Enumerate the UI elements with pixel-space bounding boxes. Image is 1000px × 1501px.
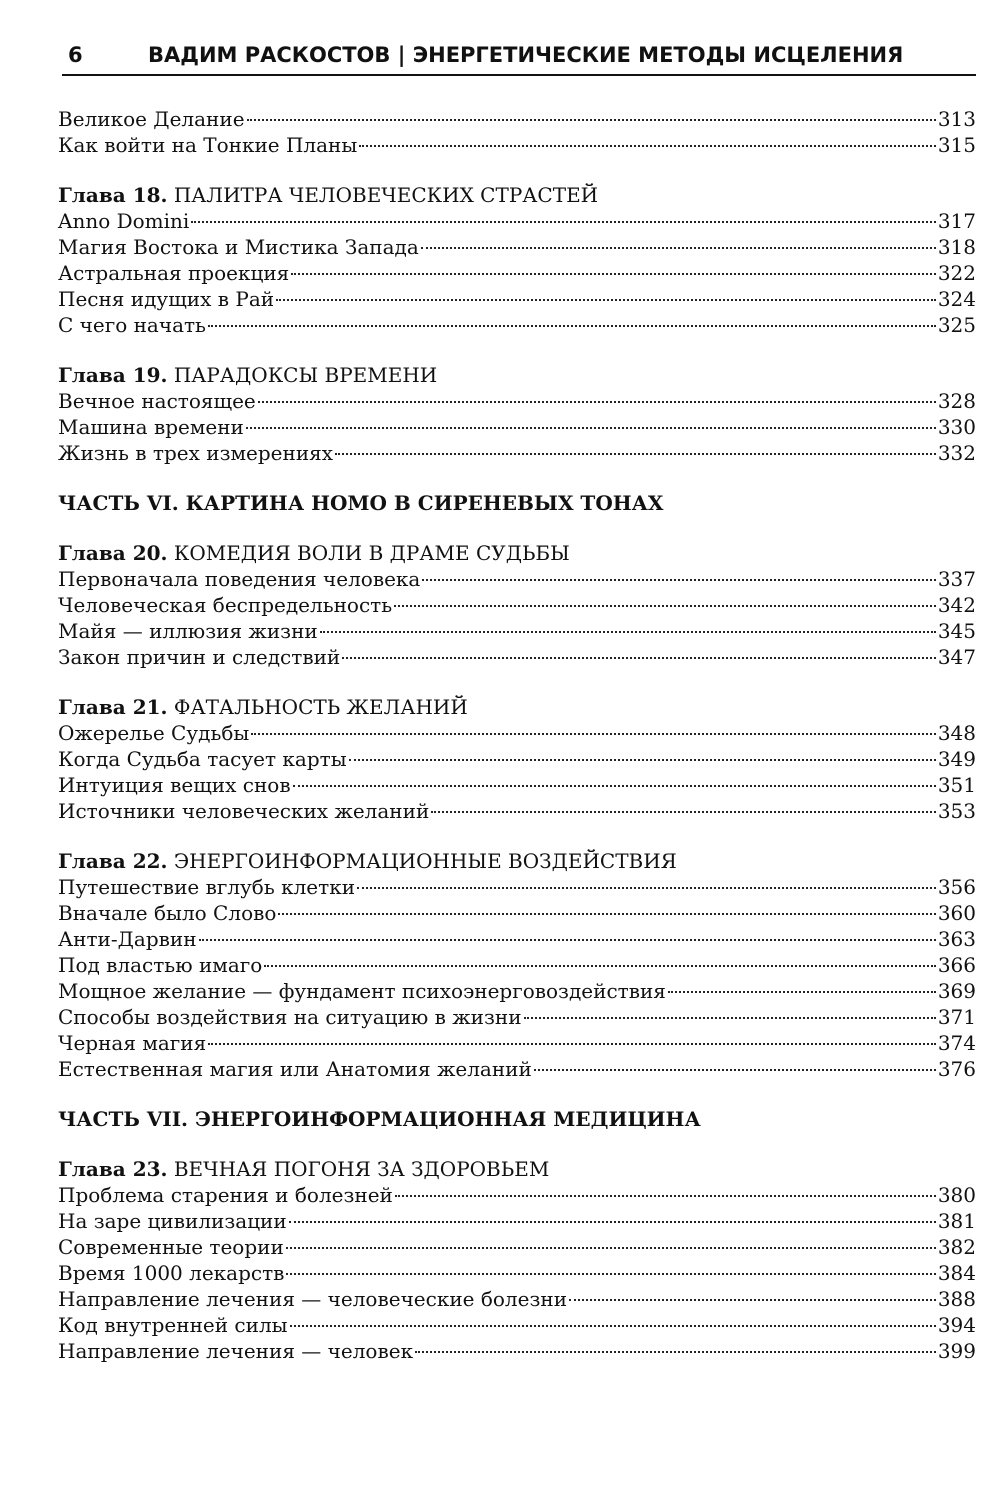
dot-leader bbox=[359, 145, 936, 147]
dot-leader bbox=[276, 299, 936, 301]
chapter-heading: Глава 20. КОМЕДИЯ ВОЛИ В ДРАМЕ СУДЬБЫ bbox=[58, 541, 570, 565]
toc-entry: Черная магия 374 bbox=[58, 1031, 976, 1055]
dot-leader bbox=[251, 733, 936, 735]
dot-leader bbox=[524, 1017, 936, 1019]
toc-entry: Современные теории 382 bbox=[58, 1235, 976, 1259]
toc-entry: Вечное настоящее 328 bbox=[58, 389, 976, 413]
dot-leader bbox=[290, 1325, 936, 1327]
toc-entry: Майя — иллюзия жизни 345 bbox=[58, 619, 976, 643]
dot-leader bbox=[191, 221, 935, 223]
toc-entry: Источники человеческих желаний 353 bbox=[58, 799, 976, 823]
toc-entry: Закон причин и следствий 347 bbox=[58, 645, 976, 669]
dot-leader bbox=[278, 913, 935, 915]
toc-entry: На заре цивилизации 381 bbox=[58, 1209, 976, 1233]
dot-leader bbox=[208, 325, 936, 327]
toc-entry: Ожерелье Судьбы 348 bbox=[58, 721, 976, 745]
toc-entry: Проблема старения и болезней 380 bbox=[58, 1183, 976, 1207]
toc-entry: Направление лечения — человек 399 bbox=[58, 1339, 976, 1363]
chapter-heading: Глава 19. ПАРАДОКСЫ ВРЕМЕНИ bbox=[58, 363, 438, 387]
toc-entry: Песня идущих в Рай 324 bbox=[58, 287, 976, 311]
toc-chapter-22 bbox=[58, 848, 976, 1082]
toc-entry: Способы воздействия на ситуацию в жизни 371 bbox=[58, 1005, 976, 1029]
toc-entry: Интуиция вещих снов 351 bbox=[58, 773, 976, 797]
dot-leader bbox=[320, 631, 936, 633]
chapter-heading: Глава 18. ПАЛИТРА ЧЕЛОВЕЧЕСКИХ СТРАСТЕЙ bbox=[58, 183, 599, 207]
running-header bbox=[62, 38, 976, 76]
dot-leader bbox=[289, 1221, 936, 1223]
dot-leader bbox=[264, 965, 936, 967]
dot-leader bbox=[246, 427, 936, 429]
dot-leader bbox=[395, 1195, 936, 1197]
toc-entry: Жизнь в трех измерениях 332 bbox=[58, 441, 976, 465]
dot-leader bbox=[534, 1069, 936, 1071]
dot-leader bbox=[415, 1351, 936, 1353]
toc-entry: Код внутренней силы 394 bbox=[58, 1313, 976, 1337]
dot-leader bbox=[335, 453, 936, 455]
page-number: 6 bbox=[68, 43, 83, 67]
dot-leader bbox=[394, 605, 936, 607]
toc-entry: Великое Делание 313 bbox=[58, 107, 976, 131]
dot-leader bbox=[286, 1247, 936, 1249]
toc-entry: Магия Востока и Мистика Запада 318 bbox=[58, 235, 976, 259]
dot-leader bbox=[258, 401, 936, 403]
part-heading-6: ЧАСТЬ VI. КАРТИНА HOMO В СИРЕНЕВЫХ ТОНАХ bbox=[58, 491, 664, 515]
toc-entry: Путешествие вглубь клетки 356 bbox=[58, 875, 976, 899]
dot-leader bbox=[569, 1299, 936, 1301]
dot-leader bbox=[293, 785, 936, 787]
chapter-heading: Глава 22. ЭНЕРГОИНФОРМАЦИОННЫЕ ВОЗДЕЙСТВИЯ bbox=[58, 849, 677, 873]
chapter-heading: Глава 21. ФАТАЛЬНОСТЬ ЖЕЛАНИЙ bbox=[58, 695, 468, 719]
dot-leader bbox=[291, 273, 936, 275]
running-title: ВАДИМ РАСКОСТОВ | ЭНЕРГЕТИЧЕСКИЕ МЕТОДЫ ИСЦЕЛЕНИЯ bbox=[148, 43, 904, 67]
dot-leader bbox=[199, 939, 936, 941]
toc-entry: Под властью имаго 366 bbox=[58, 953, 976, 977]
toc-entry: Вначале было Слово 360 bbox=[58, 901, 976, 925]
dot-leader bbox=[208, 1043, 936, 1045]
toc-entry: Астральная проекция 322 bbox=[58, 261, 976, 285]
toc-entry: Направление лечения — человеческие болезни 388 bbox=[58, 1287, 976, 1311]
dot-leader bbox=[357, 887, 936, 889]
toc-entry: Человеческая беспредельность 342 bbox=[58, 593, 976, 617]
dot-leader bbox=[349, 759, 936, 761]
toc-chapter-21 bbox=[58, 694, 976, 824]
toc-entry: Машина времени 330 bbox=[58, 415, 976, 439]
toc-chapter-18 bbox=[58, 182, 976, 338]
dot-leader bbox=[422, 579, 935, 581]
table-of-contents bbox=[58, 106, 976, 1388]
dot-leader bbox=[668, 991, 936, 993]
toc-entry: Время 1000 лекарств 384 bbox=[58, 1261, 976, 1285]
toc-entry: С чего начать 325 bbox=[58, 313, 976, 337]
toc-entry: Анти-Дарвин 363 bbox=[58, 927, 976, 951]
part-heading-7: ЧАСТЬ VII. ЭНЕРГОИНФОРМАЦИОННАЯ МЕДИЦИНА bbox=[58, 1107, 701, 1131]
dot-leader bbox=[421, 247, 936, 249]
toc-chapter-19 bbox=[58, 362, 976, 466]
toc-entry: Anno Domini 317 bbox=[58, 209, 976, 233]
dot-leader bbox=[431, 811, 936, 813]
toc-entry: Мощное желание — фундамент психоэнерговоздействия 369 bbox=[58, 979, 976, 1003]
dot-leader bbox=[342, 657, 936, 659]
dot-leader bbox=[286, 1273, 935, 1275]
toc-chapter-20 bbox=[58, 540, 976, 670]
toc-block-continued bbox=[58, 106, 976, 158]
toc-entry: Как войти на Тонкие Планы 315 bbox=[58, 133, 976, 157]
toc-entry: Первоначала поведения человека 337 bbox=[58, 567, 976, 591]
dot-leader bbox=[247, 119, 936, 121]
toc-entry: Естественная магия или Анатомия желаний 376 bbox=[58, 1057, 976, 1081]
chapter-heading: Глава 23. ВЕЧНАЯ ПОГОНЯ ЗА ЗДОРОВЬЕМ bbox=[58, 1157, 550, 1181]
toc-chapter-23 bbox=[58, 1156, 976, 1364]
toc-entry: Когда Судьба тасует карты 349 bbox=[58, 747, 976, 771]
